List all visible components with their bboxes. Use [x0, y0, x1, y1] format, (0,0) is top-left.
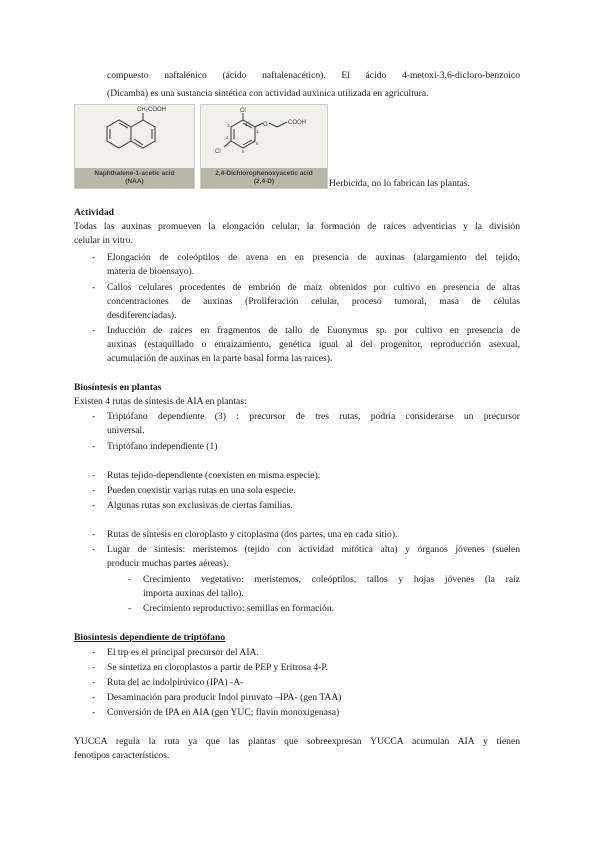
actividad-heading: Actividad: [74, 207, 114, 218]
bullet-dash: -: [92, 252, 96, 263]
bullet-dash: -: [92, 707, 96, 718]
bullet-dash: -: [92, 662, 96, 673]
intro-line-2: (Dicamba) es una sustancia sintética con actividad auxínica utilizada en agricultura.: [107, 88, 429, 99]
actividad-item-3-line-1: Inducción de raíces en fragmentos de tallo de Euonymus sp. por cultivo en presencia de: [107, 325, 520, 336]
d24-ring-num-5: 5: [242, 149, 245, 154]
d24-caption-abbr: (2,4-D): [253, 178, 275, 185]
naa-caption-name: Naphthalene-1-acetic acid: [94, 170, 175, 177]
biosintesis-g1-item-2: Triptófano independiente (1): [107, 441, 218, 452]
bullet-dash: -: [92, 325, 96, 336]
d24-structure-figure: [200, 104, 328, 189]
biosintesis-sub-item-1-line-2: importa auxinas del tallo).: [143, 588, 244, 599]
actividad-item-2-line-3: desdiferenciadas).: [107, 310, 177, 321]
bullet-dash: -: [92, 485, 96, 496]
biosintesis-g2-item-2: Pueden coexistir varias rutas en una sola especie.: [107, 485, 296, 496]
d24-ring-num-6: 6: [256, 141, 259, 146]
sub-bullet-dash: -: [128, 603, 132, 614]
biosintesis-intro: Existen 4 rutas de síntesis de AIA en plantas:: [74, 396, 247, 407]
triptofano-item-5: Conversión de IPA en AIA (gen YUC; flavin monoxigenasa): [107, 707, 340, 718]
d24-cooh-label: COOH: [288, 120, 306, 126]
biosintesis-g2-item-1: Rutas tejido-dependiente (coexisten en misma especie).: [107, 470, 321, 481]
d24-cl-bottom-label: Cl: [215, 149, 221, 155]
d24-cl-top-label: Cl: [240, 108, 246, 114]
triptofano-item-4: Desaminación para producir Indol piruvato –IPA- (gen TAA): [107, 692, 342, 703]
triptofano-item-3: Ruta del ac indolpirúvico (IPA) -A-: [107, 677, 244, 688]
bullet-dash: -: [92, 677, 96, 688]
d24-molecule-drawing: [201, 105, 327, 171]
biosintesis-g3-item-2-line-2: producir muchas partes aéreas).: [107, 558, 229, 569]
biosintesis-heading: Biosíntesis en plantas: [74, 382, 162, 393]
triptofano-item-2: Se sintetiza en cloroplastos a partir de PEP y Eritrosa 4-P.: [107, 662, 329, 673]
naa-caption-abbr: (NAA): [125, 178, 144, 185]
bullet-dash: -: [92, 441, 96, 452]
yucca-line-1: YUCCA regula la ruta ya que las plantas que sobreexpresan YUCCA acumulan AIA y tienen: [74, 736, 520, 747]
biosintesis-g3-item-1: Rutas de síntesis en cloroplasto y citoplasma (dos partes, una en cada sitio).: [107, 529, 398, 540]
herbicide-note: Herbicida, no lo fabrican las plantas.: [329, 178, 470, 189]
d24-oxygen-label: O: [263, 122, 268, 128]
actividad-intro-line-1: Todas las auxinas promueven la elongación celular, la formación de raíces adventicias y la división: [74, 221, 520, 232]
d24-caption: [201, 168, 327, 188]
biosintesis-g3-item-2-line-1: Lugar de síntesis: meristemos (tejido con actividad mitótica alta) y órganos jóvenes (suelen: [107, 544, 520, 555]
bullet-dash: -: [92, 544, 96, 555]
yucca-line-2: fenotipos característicos.: [74, 750, 170, 761]
biosintesis-g1-item-1-line-2: universal.: [107, 425, 145, 436]
naa-structure-figure: [74, 104, 195, 189]
d24-ring-num-3: 3: [227, 123, 230, 128]
actividad-item-1-line-2: materia de bioensayo).: [107, 266, 195, 277]
actividad-item-1-line-1: Elongación de coleóptilos de avena en en presencia de auxinas (alargamiento del tejido,: [107, 252, 520, 263]
biosintesis-g1-item-1-line-1: Triptófano dependiente (3) : precursor de tres rutas, podría considerarse un precursor: [107, 411, 520, 422]
bullet-dash: -: [92, 692, 96, 703]
d24-ring-num-1: 1: [256, 129, 259, 134]
d24-ring-num-4: 4: [226, 135, 229, 140]
d24-ring-num-2: 2: [245, 122, 248, 127]
actividad-item-3-line-2: auxinas (estaquillado o enraizamiento, genética igual al del progenitor, reproducción asexual,: [107, 339, 520, 350]
naa-molecule-drawing: [75, 105, 194, 171]
bullet-dash: -: [92, 411, 96, 422]
actividad-item-3-line-3: acumulación de auxinas en la parte basal forma las raíces).: [107, 353, 333, 364]
triptofano-heading: Biosíntesis dependiente de triptófano: [74, 632, 226, 643]
naa-caption: [75, 168, 194, 188]
naa-substituent-label: CH₂COOH: [137, 107, 166, 113]
triptofano-item-1: El trp es el principal precursor del AIA.: [107, 647, 259, 658]
actividad-intro-line-2: celular in vitro.: [74, 235, 133, 246]
biosintesis-g2-item-3: Algunas rutas son exclusivas de ciertas familias.: [107, 500, 293, 511]
bullet-dash: -: [92, 282, 96, 293]
bullet-dash: -: [92, 529, 96, 540]
biosintesis-sub-item-2: Crecimiento reproductivo: semillas en formación.: [143, 603, 335, 614]
bullet-dash: -: [92, 647, 96, 658]
actividad-item-2-line-2: concentraciones de auxinas (Proliferación celular, proceso tumoral, masa de células: [107, 296, 520, 307]
actividad-item-2-line-1: Callos celulares procedentes de embrión de maíz obtenidos por cultivo en presencia de altas: [107, 282, 520, 293]
bullet-dash: -: [92, 500, 96, 511]
biosintesis-sub-item-1-line-1: Crecimiento vegetativo: meristemos, coleóptilos, tallos y hojas jóvenes (la raíz: [143, 574, 520, 585]
d24-caption-name: 2,4-Dichlorophenoxyacetic acid: [215, 170, 313, 177]
bullet-dash: -: [92, 470, 96, 481]
sub-bullet-dash: -: [128, 574, 132, 585]
intro-line-1: compuesto naftalénico (ácido naftalenacético). El ácido 4-metoxi-3,6-dicloro-benzoico: [107, 70, 520, 81]
